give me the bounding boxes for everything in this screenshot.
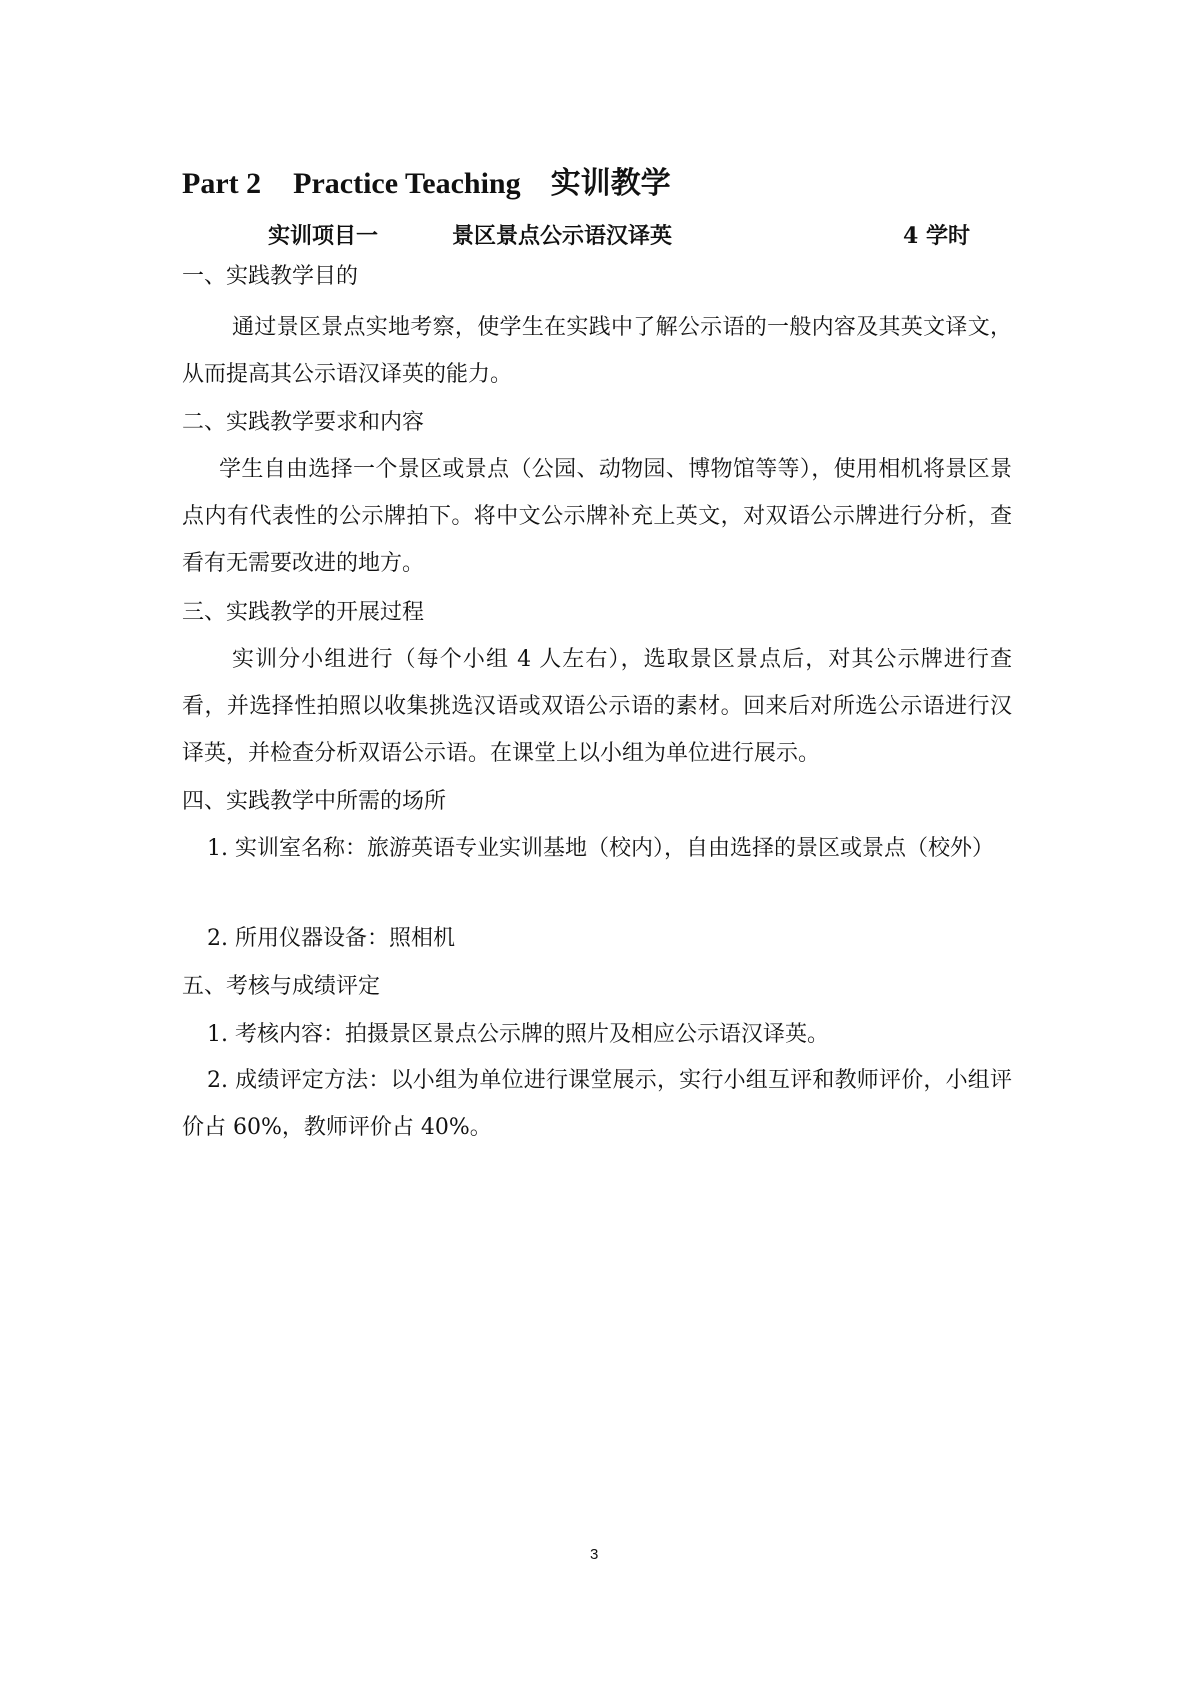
section-text-3: 实训分小组进行（每个小组 4 人左右），选取景区景点后，对其公示牌进行查看，并选择性拍照以收集挑选汉语或双语公示语的素材。回来后对所选公示语进行汉译英，并检查分析双语公示语。在课堂上以小组为单位进行展示。 [182,647,1012,766]
section-text-1: 通过景区景点实地考察，使学生在实践中了解公示语的一般内容及其英文译文，从而提高其公示语汉译英的能力。 [182,315,1012,387]
section-heading-1: 一、实践教学目的 [182,264,359,289]
part-name: Practice Teaching [293,167,521,200]
project-title: 景区景点公示语汉译英 [452,223,673,249]
part-title [182,158,671,202]
section-text-2: 学生自由选择一个景区或景点（公园、动物园、博物馆等等），使用相机将景区景点内有代表性的公示牌拍下。将中文公示牌补充上英文，对双语公示牌进行分析，查看有无需要改进的地方。 [182,457,1012,576]
section-heading-2: 二、实践教学要求和内容 [182,410,425,435]
section-heading-4: 四、实践教学中所需的场所 [182,789,447,814]
section-heading-5: 五、考核与成绩评定 [182,974,381,999]
section-4-item-1: 1. 实训室名称：旅游英语专业实训基地（校内），自由选择的景区或景点（校外） [207,836,994,861]
project-hours: 4 学时 [903,223,970,249]
part-number: Part 2 [182,167,262,200]
part-name-cn: 实训教学 [550,167,671,200]
project-label: 实训项目一 [268,223,379,249]
section-4-item-2: 2. 所用仪器设备：照相机 [207,926,455,951]
section-heading-3: 三、实践教学的开展过程 [182,600,425,625]
section-5-item-2: 2. 成绩评定方法：以小组为单位进行课堂展示，实行小组互评和教师评价，小组评价占 60%，教师评价占 40%。 [182,1068,1012,1140]
section-5-item-1: 1. 考核内容：拍摄景区景点公示牌的照片及相应公示语汉译英。 [207,1022,829,1047]
page-number: 3 [590,1546,599,1563]
